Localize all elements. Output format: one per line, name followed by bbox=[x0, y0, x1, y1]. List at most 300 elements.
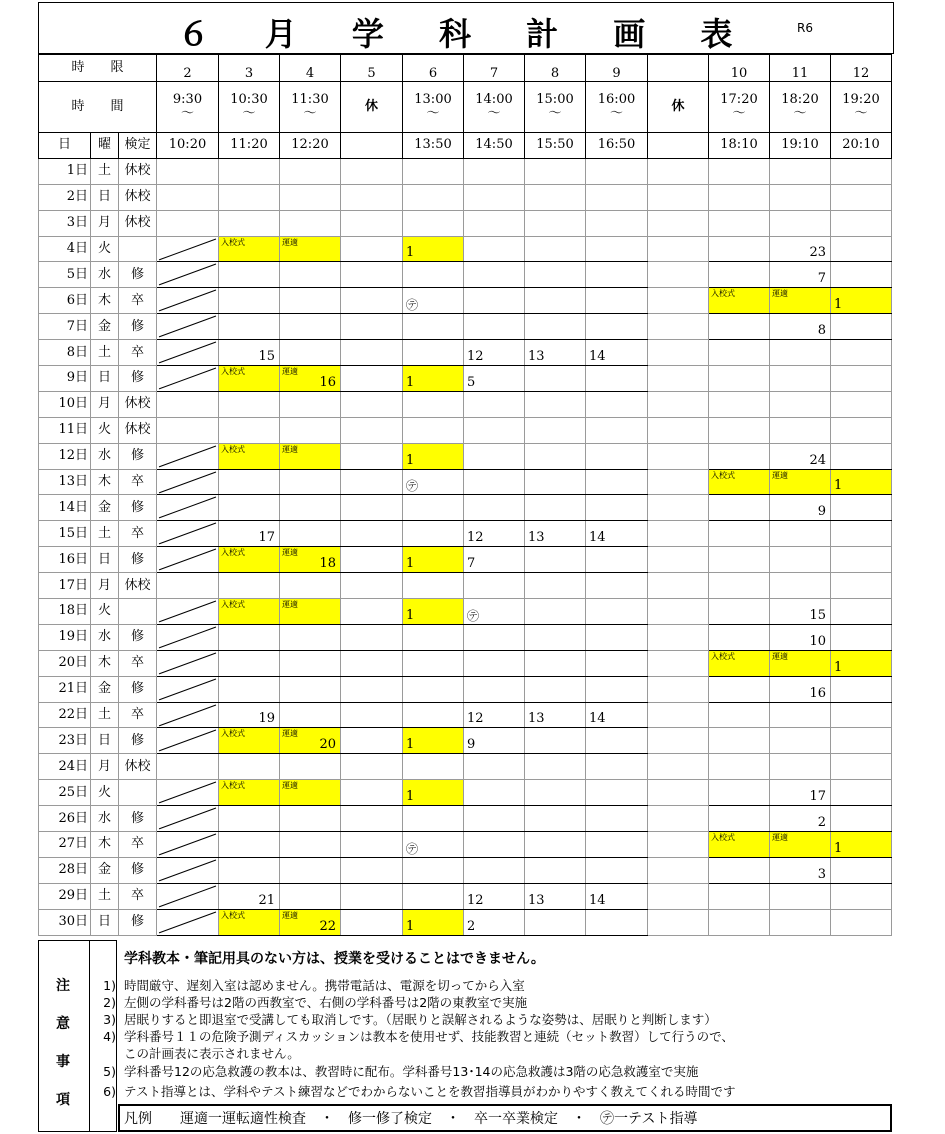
diagonal-strike bbox=[157, 677, 218, 702]
slot-cell bbox=[709, 599, 770, 625]
lesson-number: 24 bbox=[809, 452, 826, 468]
slot-cell bbox=[464, 832, 525, 858]
slot-cell bbox=[157, 495, 219, 521]
diagonal-strike bbox=[157, 832, 218, 857]
slot-cell bbox=[586, 909, 648, 935]
slot-cell bbox=[464, 495, 525, 521]
diagonal-strike bbox=[157, 314, 218, 339]
slot-cell bbox=[341, 340, 403, 366]
diagonal-strike bbox=[157, 521, 218, 546]
slot-cell bbox=[586, 366, 648, 392]
day-row bbox=[39, 806, 892, 832]
slot-cell bbox=[403, 184, 464, 210]
day-weekday: 月 bbox=[91, 391, 119, 417]
day-row bbox=[39, 909, 892, 935]
day-exam: 修 bbox=[119, 547, 157, 573]
slot-cell bbox=[586, 883, 648, 909]
day-row bbox=[39, 676, 892, 702]
day-row bbox=[39, 857, 892, 883]
slot-cell bbox=[280, 547, 341, 573]
lesson-number: 1 bbox=[406, 789, 415, 805]
day-exam: 休校 bbox=[119, 158, 157, 184]
slot-cell bbox=[770, 417, 831, 443]
slot-cell bbox=[157, 340, 219, 366]
slot-cell bbox=[341, 599, 403, 625]
slot-cell bbox=[525, 754, 586, 780]
slot-cell bbox=[157, 676, 219, 702]
slot-cell bbox=[648, 650, 709, 676]
slot-cell bbox=[403, 573, 464, 599]
nyuko-label: 入校式 bbox=[221, 444, 245, 454]
note-number: 3) bbox=[103, 1012, 116, 1027]
slot-cell bbox=[831, 909, 892, 935]
slot-cell bbox=[525, 417, 586, 443]
lesson-number: 1 bbox=[406, 374, 415, 390]
slot-cell bbox=[648, 391, 709, 417]
slot-cell bbox=[341, 624, 403, 650]
slot-cell bbox=[709, 158, 770, 184]
day-date: 10日 bbox=[39, 391, 91, 417]
diagonal-strike bbox=[157, 651, 218, 676]
note-line bbox=[103, 976, 525, 994]
diagonal-line bbox=[159, 679, 216, 700]
slot-cell bbox=[709, 806, 770, 832]
notes-label-char: 事 bbox=[56, 1054, 70, 1070]
day-exam: 卒 bbox=[119, 469, 157, 495]
slot-cell bbox=[709, 391, 770, 417]
day-weekday: 日 bbox=[91, 547, 119, 573]
lesson-number: 15 bbox=[809, 607, 826, 623]
lesson-number: 13 bbox=[528, 892, 545, 908]
lesson-number: 14 bbox=[589, 711, 606, 727]
slot-cell bbox=[709, 236, 770, 262]
day-date: 23日 bbox=[39, 728, 91, 754]
slot-cell bbox=[280, 262, 341, 288]
day-date: 11日 bbox=[39, 417, 91, 443]
slot-cell bbox=[586, 806, 648, 832]
slot-cell bbox=[219, 676, 280, 702]
slot-cell bbox=[525, 547, 586, 573]
slot-cell bbox=[403, 599, 464, 625]
slot-cell bbox=[341, 443, 403, 469]
slot-cell bbox=[586, 158, 648, 184]
slot-cell bbox=[464, 883, 525, 909]
slot-cell bbox=[525, 857, 586, 883]
lesson-number: 7 bbox=[817, 271, 826, 287]
lesson-number: 1 bbox=[406, 737, 415, 753]
lesson-number: 20 bbox=[319, 737, 336, 753]
lesson-number: 17 bbox=[809, 789, 826, 805]
slot-cell bbox=[464, 909, 525, 935]
slot-cell bbox=[586, 728, 648, 754]
slot-cell bbox=[219, 832, 280, 858]
day-exam: 卒 bbox=[119, 832, 157, 858]
slot-cell bbox=[709, 728, 770, 754]
day-date: 25日 bbox=[39, 780, 91, 806]
unteki-label: 運適 bbox=[772, 289, 788, 299]
slot-cell bbox=[770, 366, 831, 392]
diagonal-line bbox=[159, 446, 216, 467]
lesson-number: 1 bbox=[406, 607, 415, 623]
note-text: 学科番号１１の危険予測ディスカッションは教本を使用せず、技能教習と連続（セット教習）して行うので、 bbox=[124, 1029, 734, 1044]
slot-cell bbox=[341, 909, 403, 935]
slot-cell bbox=[219, 521, 280, 547]
slot-cell bbox=[831, 754, 892, 780]
lesson-number: 13 bbox=[528, 530, 545, 546]
slot-cell bbox=[464, 417, 525, 443]
slot-cell bbox=[403, 676, 464, 702]
slot-cell bbox=[709, 676, 770, 702]
period-number: 5 bbox=[341, 55, 403, 82]
diagonal-line bbox=[159, 886, 216, 907]
day-exam: 修 bbox=[119, 314, 157, 340]
note-text: 居眠りすると即退室で受講しても取消しです。（居眠りと誤解されるような姿勢は、居眠りと判断します） bbox=[124, 1012, 717, 1027]
slot-cell bbox=[648, 469, 709, 495]
day-weekday: 木 bbox=[91, 832, 119, 858]
day-date: 2日 bbox=[39, 184, 91, 210]
slot-cell bbox=[831, 262, 892, 288]
slot-cell bbox=[831, 158, 892, 184]
period-number: 2 bbox=[157, 55, 219, 82]
period-number bbox=[648, 55, 709, 82]
diagonal-line bbox=[159, 653, 216, 674]
slot-cell bbox=[157, 883, 219, 909]
slot-cell bbox=[464, 650, 525, 676]
schedule-table bbox=[38, 54, 892, 936]
slot-cell bbox=[648, 573, 709, 599]
slot-cell bbox=[464, 236, 525, 262]
day-date: 16日 bbox=[39, 547, 91, 573]
slot-cell bbox=[341, 883, 403, 909]
slot-cell bbox=[586, 184, 648, 210]
day-weekday: 月 bbox=[91, 210, 119, 236]
time-start-text: 14:00 bbox=[475, 92, 513, 107]
slot-cell bbox=[586, 495, 648, 521]
day-row bbox=[39, 184, 892, 210]
slot-cell bbox=[831, 832, 892, 858]
slot-cell bbox=[341, 780, 403, 806]
slot-cell bbox=[831, 443, 892, 469]
slot-cell bbox=[770, 806, 831, 832]
lesson-number: 12 bbox=[467, 711, 484, 727]
slot-cell bbox=[648, 728, 709, 754]
slot-cell bbox=[648, 754, 709, 780]
slot-cell bbox=[403, 883, 464, 909]
time-start-text: 17:20 bbox=[720, 92, 758, 107]
diagonal-strike bbox=[157, 470, 218, 495]
slot-cell bbox=[648, 340, 709, 366]
lesson-number: 17 bbox=[258, 530, 275, 546]
diagonal-strike bbox=[157, 495, 218, 520]
slot-cell bbox=[219, 728, 280, 754]
day-row bbox=[39, 521, 892, 547]
nyuko-label: 入校式 bbox=[221, 729, 245, 739]
day-weekday: 土 bbox=[91, 702, 119, 728]
day-exam: 修 bbox=[119, 676, 157, 702]
period-number: 10 bbox=[709, 55, 770, 82]
slot-cell bbox=[525, 650, 586, 676]
slot-cell bbox=[831, 599, 892, 625]
notes-label bbox=[38, 940, 90, 1132]
day-row bbox=[39, 262, 892, 288]
slot-cell bbox=[586, 702, 648, 728]
day-weekday: 日 bbox=[91, 366, 119, 392]
diagonal-strike bbox=[157, 237, 218, 262]
slot-cell bbox=[219, 288, 280, 314]
nyuko-label: 入校式 bbox=[221, 600, 245, 610]
slot-cell bbox=[403, 624, 464, 650]
note-number: 4) bbox=[103, 1029, 116, 1044]
slot-cell bbox=[341, 184, 403, 210]
unteki-label: 運適 bbox=[282, 444, 298, 454]
slot-cell bbox=[525, 158, 586, 184]
slot-cell bbox=[219, 780, 280, 806]
day-row bbox=[39, 547, 892, 573]
slot-cell bbox=[280, 288, 341, 314]
lesson-number: 1 bbox=[406, 918, 415, 934]
unteki-label: 運適 bbox=[282, 729, 298, 739]
slot-cell bbox=[219, 624, 280, 650]
notes-label-char: 意 bbox=[56, 1016, 70, 1032]
slot-cell bbox=[157, 599, 219, 625]
period-label-cell: 時 限 bbox=[39, 55, 157, 82]
slot-cell bbox=[586, 443, 648, 469]
slot-cell bbox=[464, 728, 525, 754]
slot-cell bbox=[157, 366, 219, 392]
time-end: 11:20 bbox=[219, 133, 280, 159]
slot-cell bbox=[586, 573, 648, 599]
day-weekday: 金 bbox=[91, 314, 119, 340]
day-date: 14日 bbox=[39, 495, 91, 521]
slot-cell bbox=[770, 754, 831, 780]
period-number: 9 bbox=[586, 55, 648, 82]
slot-cell bbox=[157, 806, 219, 832]
slot-cell bbox=[403, 521, 464, 547]
slot-cell bbox=[648, 857, 709, 883]
slot-cell bbox=[770, 650, 831, 676]
slot-cell bbox=[831, 417, 892, 443]
slot-cell bbox=[280, 806, 341, 832]
unteki-label: 運適 bbox=[772, 833, 788, 843]
day-weekday: 火 bbox=[91, 780, 119, 806]
lesson-number: 1 bbox=[406, 452, 415, 468]
slot-cell bbox=[586, 469, 648, 495]
slot-cell bbox=[219, 547, 280, 573]
slot-cell bbox=[464, 184, 525, 210]
lesson-number: 13 bbox=[528, 711, 545, 727]
day-weekday: 日 bbox=[91, 184, 119, 210]
nyuko-label: 入校式 bbox=[711, 289, 735, 299]
diagonal-strike bbox=[157, 599, 218, 624]
day-row bbox=[39, 158, 892, 184]
slot-cell bbox=[525, 469, 586, 495]
slot-cell bbox=[648, 883, 709, 909]
time-end bbox=[648, 133, 709, 159]
time-end: 19:10 bbox=[770, 133, 831, 159]
diagonal-strike bbox=[157, 288, 218, 313]
slot-cell bbox=[770, 288, 831, 314]
slot-cell bbox=[464, 599, 525, 625]
slot-cell bbox=[341, 391, 403, 417]
slot-cell bbox=[831, 184, 892, 210]
slot-cell bbox=[464, 210, 525, 236]
unteki-label: 運適 bbox=[282, 600, 298, 610]
slot-cell bbox=[280, 443, 341, 469]
slot-cell bbox=[648, 366, 709, 392]
notes-headline: 学科教本・筆記用具のない方は、授業を受けることはできません。 bbox=[124, 951, 545, 967]
slot-cell bbox=[219, 599, 280, 625]
slot-cell bbox=[648, 314, 709, 340]
slot-cell bbox=[464, 857, 525, 883]
slot-cell bbox=[157, 832, 219, 858]
slot-cell bbox=[586, 832, 648, 858]
time-end: 16:50 bbox=[586, 133, 648, 159]
slot-cell bbox=[157, 909, 219, 935]
slot-cell bbox=[280, 650, 341, 676]
time-end: 13:50 bbox=[403, 133, 464, 159]
slot-cell bbox=[770, 443, 831, 469]
day-weekday: 日 bbox=[91, 909, 119, 935]
slot-cell bbox=[219, 158, 280, 184]
day-date: 15日 bbox=[39, 521, 91, 547]
slot-cell bbox=[157, 184, 219, 210]
diagonal-line bbox=[159, 316, 216, 337]
day-weekday: 木 bbox=[91, 469, 119, 495]
slot-cell bbox=[464, 288, 525, 314]
notes-section bbox=[38, 940, 894, 1132]
slot-cell bbox=[403, 806, 464, 832]
slot-cell bbox=[770, 340, 831, 366]
slot-cell bbox=[464, 314, 525, 340]
day-date: 30日 bbox=[39, 909, 91, 935]
note-line bbox=[103, 1027, 734, 1045]
slot-cell bbox=[219, 909, 280, 935]
day-exam: 休校 bbox=[119, 391, 157, 417]
slot-cell bbox=[709, 184, 770, 210]
lesson-number: 5 bbox=[467, 374, 476, 390]
slot-cell bbox=[709, 340, 770, 366]
note-line bbox=[118, 1044, 300, 1062]
period-number: 3 bbox=[219, 55, 280, 82]
slot-cell bbox=[831, 857, 892, 883]
slot-cell bbox=[648, 702, 709, 728]
time-start bbox=[280, 82, 341, 133]
slot-cell bbox=[831, 469, 892, 495]
day-weekday: 月 bbox=[91, 754, 119, 780]
lesson-number: 14 bbox=[589, 892, 606, 908]
day-weekday: 水 bbox=[91, 806, 119, 832]
slot-cell bbox=[464, 158, 525, 184]
lesson-number: 1 bbox=[834, 297, 843, 313]
slot-cell bbox=[157, 288, 219, 314]
slot-cell bbox=[341, 236, 403, 262]
note-number: 2) bbox=[103, 995, 116, 1010]
day-row bbox=[39, 469, 892, 495]
note-number: 1) bbox=[103, 978, 116, 993]
time-start-text: 13:00 bbox=[414, 92, 452, 107]
diagonal-line bbox=[159, 601, 216, 622]
diagonal-strike bbox=[157, 366, 218, 391]
header-row-end bbox=[39, 133, 892, 159]
diagonal-line bbox=[159, 549, 216, 570]
time-wave: ～ bbox=[303, 106, 317, 121]
slot-cell bbox=[525, 806, 586, 832]
slot-cell bbox=[831, 573, 892, 599]
time-end: 10:20 bbox=[157, 133, 219, 159]
note-line bbox=[103, 993, 528, 1011]
day-weekday: 火 bbox=[91, 599, 119, 625]
day-date: 1日 bbox=[39, 158, 91, 184]
slot-cell bbox=[770, 676, 831, 702]
lesson-number: 12 bbox=[467, 530, 484, 546]
slot-cell bbox=[280, 599, 341, 625]
lesson-number: 22 bbox=[319, 918, 336, 934]
slot-cell bbox=[219, 806, 280, 832]
day-date: 4日 bbox=[39, 236, 91, 262]
day-exam: 修 bbox=[119, 443, 157, 469]
slot-cell bbox=[403, 366, 464, 392]
slot-cell bbox=[341, 495, 403, 521]
slot-cell bbox=[403, 909, 464, 935]
day-row bbox=[39, 573, 892, 599]
slot-cell bbox=[403, 158, 464, 184]
slot-cell bbox=[648, 288, 709, 314]
slot-cell bbox=[586, 547, 648, 573]
day-date: 19日 bbox=[39, 624, 91, 650]
slot-cell bbox=[831, 391, 892, 417]
legend: 凡例 運適一運転適性検査 ・ 修一修了検定 ・ 卒一卒業検定 ・ ㋢一テスト指導 bbox=[118, 1104, 892, 1132]
time-wave: ～ bbox=[180, 106, 194, 121]
test-mark: ㋢ bbox=[467, 608, 480, 623]
slot-cell bbox=[525, 624, 586, 650]
slot-cell bbox=[157, 728, 219, 754]
slot-cell bbox=[219, 754, 280, 780]
slot-cell bbox=[280, 728, 341, 754]
slot-cell bbox=[403, 857, 464, 883]
day-row bbox=[39, 599, 892, 625]
slot-cell bbox=[648, 624, 709, 650]
lesson-number: 2 bbox=[817, 815, 826, 831]
diagonal-strike bbox=[157, 262, 218, 287]
slot-cell bbox=[586, 754, 648, 780]
lesson-number: 16 bbox=[319, 374, 336, 390]
lesson-number: 23 bbox=[809, 245, 826, 261]
slot-cell bbox=[831, 806, 892, 832]
unteki-label: 運適 bbox=[772, 651, 788, 661]
day-exam bbox=[119, 599, 157, 625]
slot-cell bbox=[709, 417, 770, 443]
slot-cell bbox=[831, 547, 892, 573]
lesson-number: 16 bbox=[809, 685, 826, 701]
slot-cell bbox=[709, 366, 770, 392]
day-weekday: 木 bbox=[91, 650, 119, 676]
slot-cell bbox=[280, 340, 341, 366]
lesson-number: 12 bbox=[467, 892, 484, 908]
slot-cell bbox=[770, 909, 831, 935]
day-date: 6日 bbox=[39, 288, 91, 314]
slot-cell bbox=[280, 469, 341, 495]
lesson-number: 7 bbox=[467, 556, 476, 572]
slot-cell bbox=[648, 236, 709, 262]
slot-cell bbox=[648, 521, 709, 547]
time-start bbox=[709, 82, 770, 133]
slot-cell bbox=[770, 547, 831, 573]
day-exam: 卒 bbox=[119, 702, 157, 728]
day-exam bbox=[119, 780, 157, 806]
slot-cell bbox=[464, 262, 525, 288]
slot-cell bbox=[648, 780, 709, 806]
slot-cell bbox=[280, 780, 341, 806]
